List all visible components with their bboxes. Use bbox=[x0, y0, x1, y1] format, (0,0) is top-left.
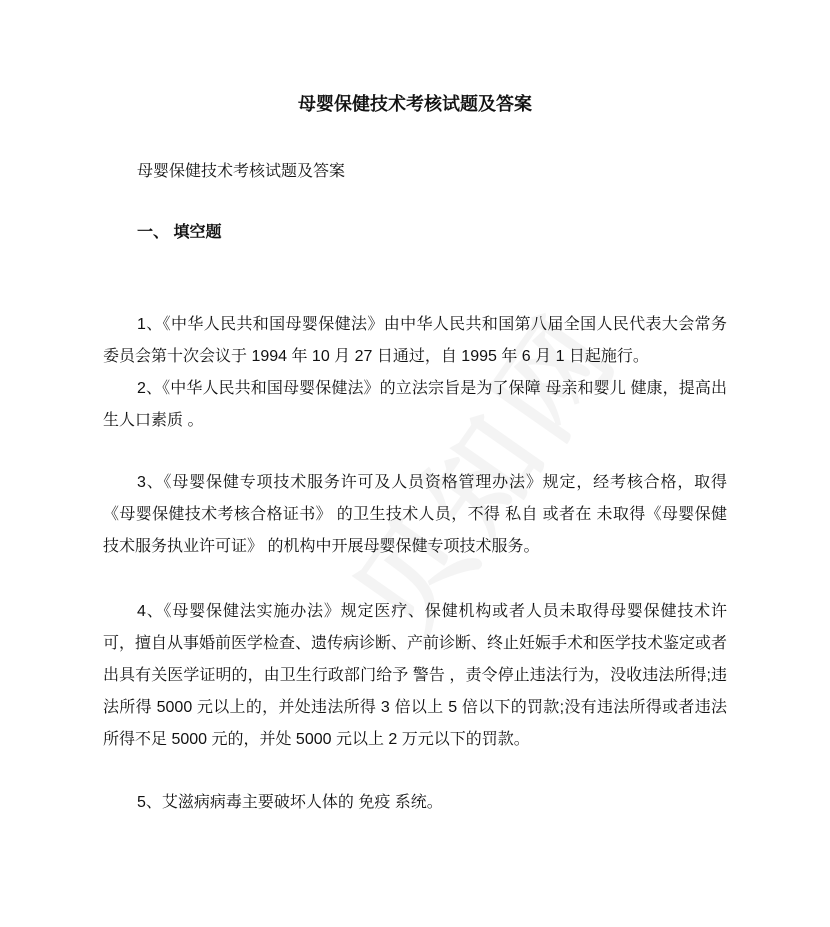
question-paragraph-2: 2、《中华人民共和国母婴保健法》的立法宗旨是为了保障 母亲和婴儿 健康，提高出生人口素质 。 bbox=[103, 380, 727, 429]
question-paragraph-4: 4、《母婴保健法实施办法》规定医疗、保健机构或者人员未取得母婴保健技术许可，擅自从事婚前医学检查、遗传病诊断、产前诊断、终止妊娠手术和医学技术鉴定或者出具有关医学证明的，由卫生行政部门给予 警告 ，责令停止违法行为，没收违法所得;违法所得 5000 元以上的，并处违法所得 3 倍以上 5 倍以下的罚款;没有违法所得或者违法所得不足 5000 元的，并处 5000 元以上 2 万元以下的罚款。 bbox=[103, 603, 728, 748]
section-heading: 一、 填空题 bbox=[137, 224, 222, 241]
question-paragraph-3: 3、《母婴保健专项技术服务许可及人员资格管理办法》规定，经考核合格，取得《母婴保健技术考核合格证书》 的卫生技术人员，不得 私自 或者在 未取得《母婴保健技术服务执业许可证》 的机构中开展母婴保健专项技术服务。 bbox=[103, 474, 727, 555]
document-title: 母婴保健技术考核试题及答案 bbox=[298, 94, 532, 114]
document-subtitle: 母婴保健技术考核试题及答案 bbox=[137, 163, 346, 180]
question-paragraph-5: 5、艾滋病病毒主要破坏人体的 免疫 系统。 bbox=[137, 794, 443, 811]
question-paragraph-1: 1、《中华人民共和国母婴保健法》由中华人民共和国第八届全国人民代表大会常务委员会第十次会议于 1994 年 10 月 27 日通过，自 1995 年 6 月 1 日起施行。 bbox=[103, 316, 727, 365]
